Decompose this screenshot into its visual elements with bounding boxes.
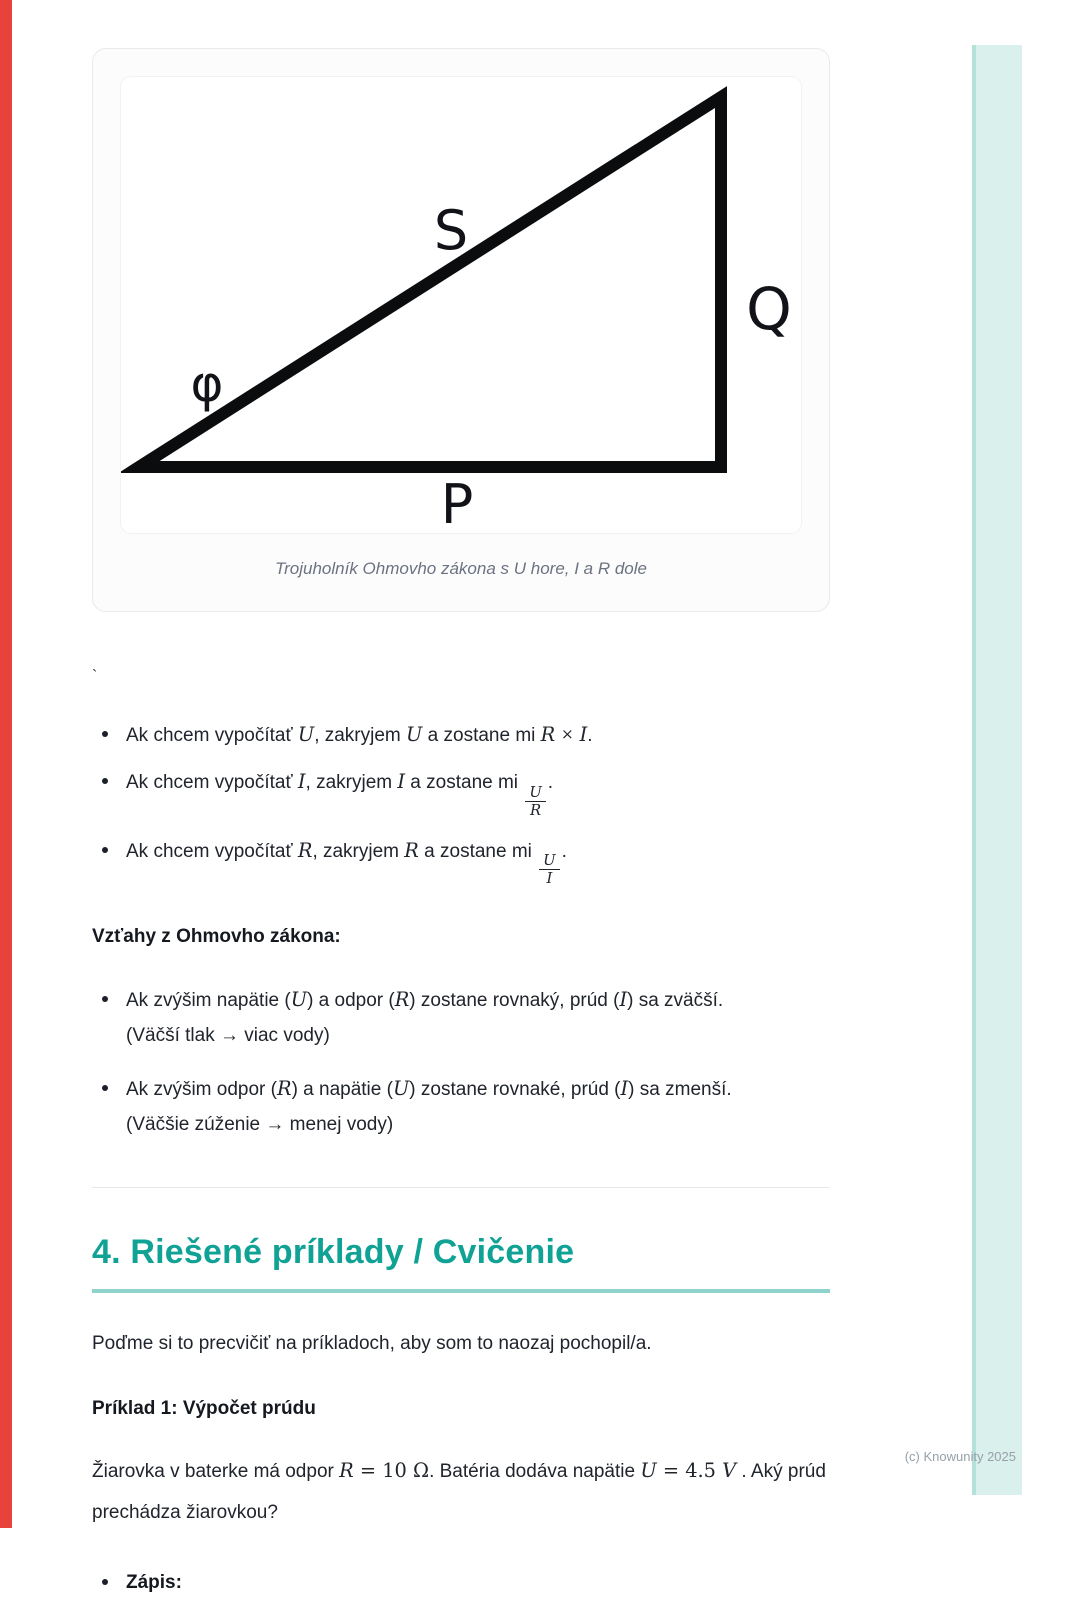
list-item-subtext: (Väčšie zúženie → menej vody) — [126, 1113, 394, 1135]
list-item — [92, 985, 830, 1050]
content-column — [92, 48, 830, 1614]
list-item-text: Ak chcem vypočítať R, zakryjem R a zostane mi $\frac{U}{I}$ . — [126, 838, 567, 888]
figure-card — [92, 48, 830, 612]
example-heading: Príklad 1: Výpočet prúdu — [92, 1398, 316, 1420]
triangle-label-angle-phi: φ — [190, 355, 224, 413]
cover-rules-list — [92, 720, 830, 887]
list-item — [92, 720, 830, 750]
section-intro: Poďme si to precvičiť na príkladoch, aby som to naozaj pochopil/a. — [92, 1332, 652, 1354]
section-divider — [92, 1187, 830, 1188]
list-item — [92, 1074, 830, 1139]
zapis-list — [92, 1568, 830, 1597]
left-accent-bar — [0, 0, 12, 1528]
ohms-law-triangle-diagram — [121, 77, 801, 533]
list-item-text: Ak zvýšim napätie (U) a odpor (R) zostane rovnaký, prúd (I) sa zväčší. — [126, 988, 724, 1012]
triangle-label-hypotenuse: S — [433, 199, 469, 262]
list-item-text: Ak zvýšim odpor (R) a napätie (U) zostane rovnaké, prúd (I) sa zmenší. — [126, 1077, 732, 1101]
triangle-panel — [121, 77, 801, 533]
triangle-shape — [139, 97, 721, 467]
list-item-text: Ak chcem vypočítať U, zakryjem U a zostane mi R × I. — [126, 723, 593, 746]
triangle-label-base: P — [440, 473, 474, 533]
list-item-text: Ak chcem vypočítať I, zakryjem I a zostane mi $\frac{U}{R}$ . — [126, 770, 554, 820]
section-title: 4. Riešené príklady / Cvičenie — [92, 1232, 830, 1293]
relations-heading: Vzťahy z Ohmovho zákona: — [92, 925, 341, 947]
figure-caption: Trojuholník Ohmovho zákona s U hore, I a R dole — [275, 559, 647, 578]
triangle-label-right-side: Q — [746, 275, 792, 343]
list-item — [92, 767, 830, 818]
right-accent-stripe — [972, 45, 1022, 1495]
problem-text: Žiarovka v baterke má odpor R = 10 Ω. Batéria dodáva napätie U = 4.5 V . Aký prúd prechádza žiarovkou? — [92, 1458, 826, 1523]
relations-list — [92, 985, 830, 1139]
watermark: (c) Knowunity 2025 — [904, 1449, 1016, 1464]
list-item — [92, 1568, 830, 1597]
zapis-label: Zápis: — [126, 1571, 182, 1593]
stray-backtick: ` — [92, 668, 98, 685]
list-item — [92, 836, 830, 887]
list-item-subtext: (Väčší tlak → viac vody) — [126, 1024, 330, 1046]
